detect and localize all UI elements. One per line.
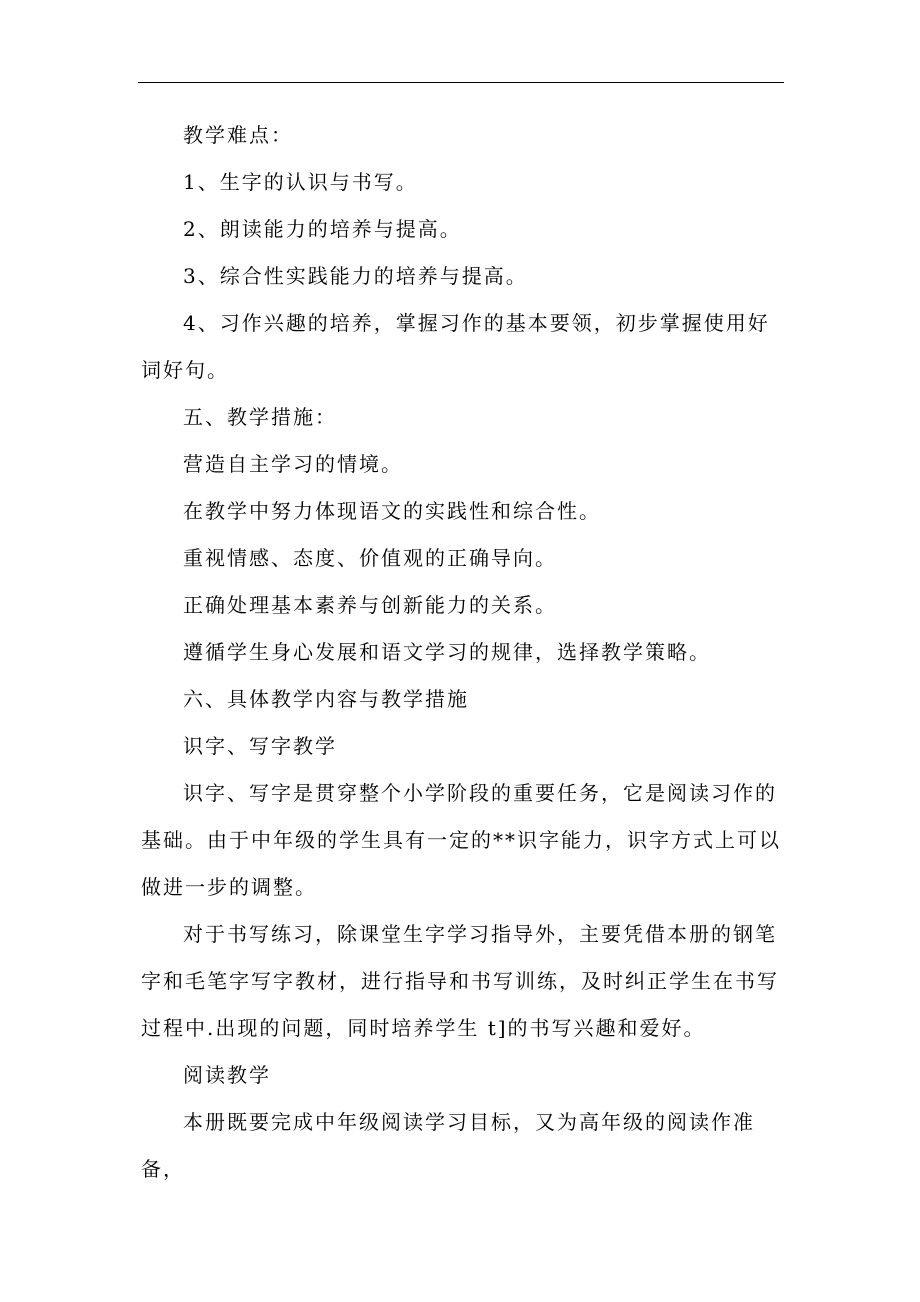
body-paragraph: 对于书写练习，除课堂生字学习指导外，主要凭借本册的钢笔字和毛笔字写字教材，进行指导和书写训练，及时纠正学生在书写过程中.出现的问题，同时培养学生 t]的书写兴趣和爱好。 (141, 922, 779, 1040)
list-item: 遵循学生身心发展和语文学习的规律，选择教学策略。 (183, 640, 711, 664)
list-item: 重视情感、态度、价值观的正确导向。 (183, 546, 557, 570)
body-paragraph: 本册既要完成中年级阅读学习目标，又为高年级的阅读作准备， (141, 1110, 755, 1181)
list-item: 正确处理基本素养与创新能力的关系。 (183, 593, 557, 617)
list-item: 4、习作兴趣的培养，掌握习作的基本要领，初步掌握使用好词好句。 (141, 311, 770, 382)
list-item: 1、生字的认识与书写。 (183, 170, 418, 194)
list-item: 营造自主学习的情境。 (183, 452, 403, 476)
section-heading-specific-content: 六、具体教学内容与教学措施 (183, 687, 469, 711)
list-item: 3、综合性实践能力的培养与提高。 (183, 264, 528, 288)
section-heading-teaching-difficulties: 教学难点： (183, 123, 293, 147)
header-rule (138, 82, 784, 83)
section-heading-teaching-measures: 五、教学措施： (183, 405, 337, 429)
subheading-reading: 阅读教学 (183, 1063, 271, 1087)
list-item: 在教学中努力体现语文的实践性和综合性。 (183, 499, 601, 523)
body-paragraph: 识字、写字是贯穿整个小学阶段的重要任务，它是阅读习作的基础。由于中年级的学生具有一定的**识字能力，识字方式上可以做进一步的调整。 (141, 781, 781, 899)
document-body (141, 112, 791, 1193)
list-item: 2、朗读能力的培养与提高。 (183, 217, 462, 241)
subheading-literacy-writing: 识字、写字教学 (183, 734, 337, 758)
